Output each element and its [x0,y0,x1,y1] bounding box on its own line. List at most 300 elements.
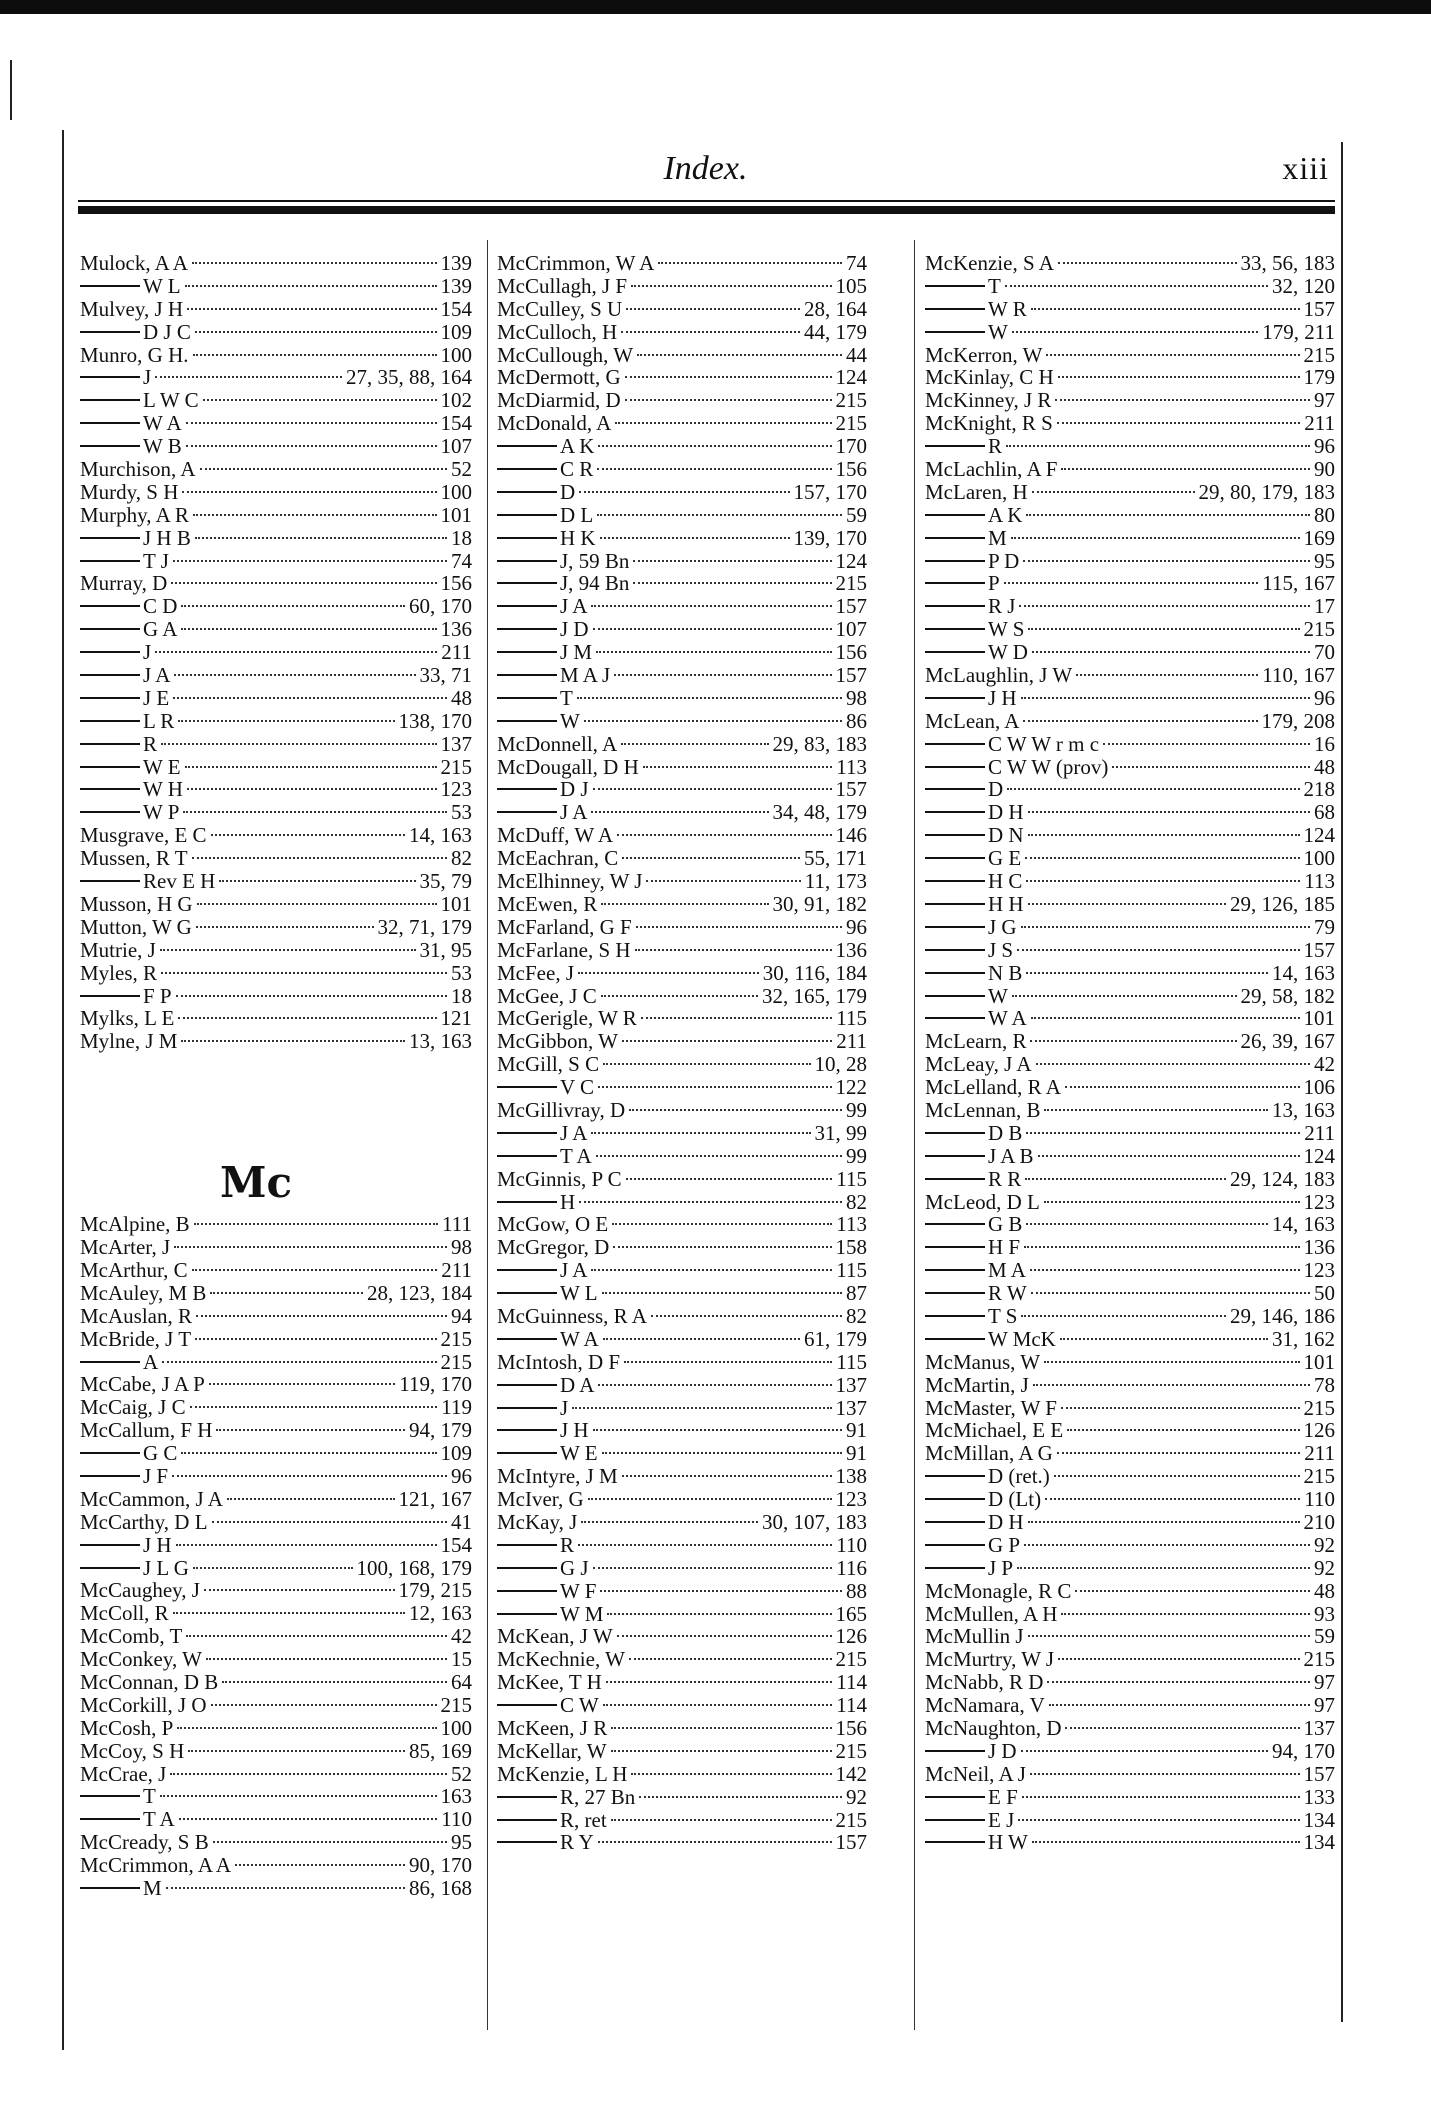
leader-dots [598,1384,831,1386]
index-entry [497,1557,867,1580]
entry-name: McCammon, J A [80,1486,223,1511]
leader-dots [174,674,415,676]
entry-pages: 157 [835,663,867,688]
entry-pages: 17 [1314,594,1335,619]
entry-pages: 215 [835,388,867,413]
entry-pages: 215 [1303,1647,1335,1672]
leader-dots [611,1819,832,1821]
index-entry [80,1625,472,1648]
index-entry [925,893,1335,916]
leader-dots [1007,788,1299,790]
entry-pages: 121 [440,1006,472,1031]
ditto-dash [925,605,985,607]
entry-pages: 12, 163 [409,1601,472,1626]
entry-name: McCullough, W [497,342,634,367]
index-entry [80,595,472,618]
leader-dots [1046,354,1299,356]
entry-name: W R [988,296,1027,321]
entry-pages: 134 [1303,1830,1335,1855]
entry-pages: 78 [1314,1372,1335,1397]
entry-pages: 29, 83, 183 [772,731,867,756]
leader-dots [572,1407,831,1409]
ditto-dash [80,605,140,607]
ditto-dash [925,308,985,310]
entry-name: J D [560,617,589,642]
entry-pages: 156 [835,640,867,665]
entry-pages: 68 [1314,800,1335,825]
leader-dots [1025,857,1299,859]
entry-pages: 124 [1303,1143,1335,1168]
entry-name: McLaren, H [925,479,1028,504]
entry-name: McKay, J [497,1509,578,1534]
index-entry [497,801,867,824]
leader-dots [1058,1658,1299,1660]
entry-name: McCarthy, D L [80,1509,208,1534]
entry-pages: 33, 56, 183 [1240,251,1335,275]
index-entry [497,778,867,801]
index-entry [497,1694,867,1717]
entry-name: McMaster, W F [925,1395,1057,1420]
column-separator [914,240,915,2030]
index-entry [925,1259,1335,1282]
ditto-dash [497,788,557,790]
index-entry [497,1534,867,1557]
entry-pages: 215 [1303,1464,1335,1489]
ditto-dash [80,720,140,722]
index-entry [925,366,1335,389]
entry-pages: 13, 163 [409,1029,472,1054]
entry-pages: 157 [835,594,867,619]
entry-pages: 97 [1314,388,1335,413]
entry-pages: 211 [836,1029,867,1054]
leader-dots [213,1841,447,1843]
ditto-dash [497,445,557,447]
index-entry [80,1534,472,1557]
index-entry [925,1122,1335,1145]
leader-dots [193,354,437,356]
ditto-dash [497,1796,557,1798]
leader-dots [658,262,842,264]
index-entry [80,298,472,321]
index-entry [925,618,1335,641]
entry-pages: 28, 123, 184 [367,1280,472,1305]
index-entry [80,1396,472,1419]
ditto-dash [80,880,140,882]
leader-dots [1031,1292,1310,1294]
index-entry [497,847,867,870]
leader-dots [222,1681,447,1683]
entry-name: D N [988,823,1024,848]
entry-pages: 156 [440,571,472,596]
leader-dots [1021,926,1310,928]
leader-dots [187,788,437,790]
index-entry [497,1580,867,1603]
entry-pages: 123 [1303,1189,1335,1214]
ditto-dash [497,674,557,676]
entry-name: McMullin J [925,1624,1024,1649]
leader-dots [193,1567,353,1569]
entry-name: H F [988,1235,1021,1260]
entry-name: McDiarmid, D [497,388,621,413]
leader-dots [593,1567,833,1569]
entry-name: McCulley, S U [497,296,623,321]
index-entry [925,1374,1335,1397]
entry-pages: 215 [835,1647,867,1672]
entry-pages: 70 [1314,640,1335,665]
leader-dots [194,1223,438,1225]
index-entry [80,847,472,870]
ditto-dash [80,1544,140,1546]
leader-dots [1103,743,1310,745]
index-entry [497,1740,867,1763]
header-rule-thick [78,206,1335,214]
entry-name: R R [988,1166,1022,1191]
ditto-dash [80,651,140,653]
entry-name: E J [988,1807,1015,1832]
entry-name: J A [560,1258,588,1283]
leader-dots [607,1613,831,1615]
entry-pages: 92 [846,1784,867,1809]
index-entry [80,252,472,275]
ditto-dash [925,1819,985,1821]
entry-name: T A [143,1807,175,1832]
index-entry [497,252,867,275]
entry-pages: 100 [440,479,472,504]
leader-dots [1004,582,1259,584]
ditto-dash [80,560,140,562]
ditto-dash [925,628,985,630]
index-entry [80,664,472,687]
entry-name: McArter, J [80,1235,171,1260]
entry-pages: 14, 163 [1272,1212,1335,1237]
entry-name: P [988,571,1000,596]
index-entry [497,1648,867,1671]
ditto-dash [80,1361,140,1363]
ditto-dash [925,880,985,882]
entry-pages: 79 [1314,914,1335,939]
leader-dots [651,1315,842,1317]
leader-dots [1112,766,1310,768]
entry-pages: 109 [440,319,472,344]
entry-name: T [560,685,573,710]
index-entry [925,687,1335,710]
index-entry [497,321,867,344]
index-entry [925,1076,1335,1099]
leader-dots [1032,491,1195,493]
index-entry [925,962,1335,985]
leader-dots [1032,1841,1300,1843]
leader-dots [603,1338,800,1340]
ditto-dash [925,1498,985,1500]
leader-dots [626,1178,833,1180]
index-entry [925,298,1335,321]
index-entry [497,641,867,664]
entry-pages: 98 [846,685,867,710]
ditto-dash [497,628,557,630]
index-entry [925,1603,1335,1626]
entry-name: J S [988,937,1014,962]
entry-name: Munro, G H. [80,342,189,367]
entry-name: McFarland, G F [497,914,632,939]
entry-pages: 28, 164 [804,296,867,321]
leader-dots [160,1795,437,1797]
entry-pages: 95 [451,1830,472,1855]
entry-pages: 154 [440,411,472,436]
leader-dots [1057,422,1301,424]
leader-dots [606,1681,832,1683]
entry-name: W A [143,411,182,436]
index-entry [80,1831,472,1854]
entry-name: W S [988,617,1025,642]
leader-dots [591,605,831,607]
leader-dots [166,1887,405,1889]
leader-dots [161,743,436,745]
index-entry [925,1213,1335,1236]
entry-name: C R [560,457,594,482]
leader-dots [211,834,405,836]
ditto-dash [80,1818,140,1820]
index-entry [497,1213,867,1236]
entry-name: McIver, G [497,1487,584,1512]
index-entry [497,618,867,641]
leader-dots [1026,514,1310,516]
entry-pages: 82 [846,1189,867,1214]
entry-name: D L [560,502,594,527]
entry-pages: 138 [835,1464,867,1489]
ditto-dash [925,697,985,699]
leader-dots [603,1704,833,1706]
entry-pages: 82 [451,846,472,871]
entry-pages: 95 [1314,548,1335,573]
entry-name: W B [143,434,182,459]
leader-dots [178,720,394,722]
entry-name: L W C [143,388,199,413]
index-entry [925,1191,1335,1214]
entry-name: McAuslan, R [80,1303,192,1328]
leader-dots [1067,1429,1299,1431]
leader-dots [1031,308,1300,310]
ditto-dash [80,788,140,790]
entry-pages: 215 [835,1738,867,1763]
index-entry [497,275,867,298]
index-entry [80,1007,472,1030]
index-entry [925,1511,1335,1534]
leader-dots [196,926,374,928]
entry-name: M [143,1876,162,1900]
ditto-dash [925,1155,985,1157]
entry-pages: 169 [1303,525,1335,550]
ditto-dash [80,697,140,699]
index-entry [925,1488,1335,1511]
leader-dots [631,1773,831,1775]
ditto-dash [925,651,985,653]
entry-name: McCaughey, J [80,1578,200,1603]
entry-pages: 124 [835,548,867,573]
entry-pages: 215 [440,1349,472,1374]
entry-name: McKenzie, L H [497,1761,628,1786]
leader-dots [581,1521,758,1523]
entry-pages: 116 [836,1555,867,1580]
entry-name: H C [988,869,1023,894]
ditto-dash [80,1887,140,1889]
index-entry [497,435,867,458]
leader-dots [176,1544,437,1546]
entry-name: McKnight, R S [925,411,1053,436]
entry-name: Mylne, J M [80,1029,178,1054]
index-entry [497,481,867,504]
leader-dots [1045,1498,1300,1500]
leader-dots [1012,331,1258,333]
entry-name: T [988,273,1001,298]
index-entry [925,572,1335,595]
leader-dots [613,1246,831,1248]
index-entry [925,435,1335,458]
index-entry [80,710,472,733]
index-entry [80,756,472,779]
entry-pages: 142 [835,1761,867,1786]
entry-pages: 154 [440,296,472,321]
entry-name: H [560,1189,576,1214]
index-entry [497,1122,867,1145]
entry-name: McMichael, E E [925,1418,1064,1443]
entry-name: Murray, D [80,571,168,596]
entry-pages: 100 [440,1715,472,1740]
index-entry [497,710,867,733]
entry-pages: 93 [1314,1601,1335,1626]
leader-dots [624,1361,832,1363]
entry-pages: 48 [451,685,472,710]
index-entry [80,321,472,344]
leader-dots [162,1361,436,1363]
entry-pages: 215 [1303,1395,1335,1420]
entry-name: T J [143,548,169,573]
entry-pages: 134 [1303,1807,1335,1832]
entry-name: McKinlay, C H [925,365,1054,390]
leader-dots [209,1383,395,1385]
entry-name: J A [560,800,588,825]
entry-name: J H [143,1532,172,1557]
entry-name: R [560,1532,575,1557]
ditto-dash [925,1315,985,1317]
ditto-dash [497,1567,557,1569]
entry-pages: 179, 215 [398,1578,472,1603]
ditto-dash [497,1544,557,1546]
leader-dots [1028,903,1226,905]
entry-pages: 111 [442,1212,472,1237]
leader-dots [192,262,437,264]
entry-pages: 115 [836,1349,867,1374]
index-entry [497,1007,867,1030]
leader-dots [593,788,832,790]
index-entry [497,1328,867,1351]
leader-dots [181,628,436,630]
entry-name: McCoy, S H [80,1738,185,1763]
section-heading: Mc [220,1158,293,1208]
index-entry [497,756,867,779]
entry-name: R, 27 Bn [560,1784,636,1809]
entry-name: Myles, R [80,960,158,985]
index-entry [80,1305,472,1328]
entry-name: McCready, S B [80,1830,209,1855]
leader-dots [173,697,447,699]
index-entry [925,1305,1335,1328]
entry-name: J [560,1395,569,1420]
index-entry [80,1259,472,1282]
entry-name: McFee, J [497,960,574,985]
ditto-dash [497,1841,557,1843]
entry-pages: 215 [835,1807,867,1832]
entry-name: J, 59 Bn [560,548,630,573]
index-entry [925,847,1335,870]
entry-pages: 170 [835,434,867,459]
leader-dots [602,1452,842,1454]
leader-dots [612,1223,832,1225]
entry-pages: 31, 95 [419,937,472,962]
leader-dots [617,1635,832,1637]
index-entry [80,1488,472,1511]
entry-pages: 101 [440,891,472,916]
entry-name: G E [988,846,1022,871]
entry-pages: 139, 170 [793,525,867,550]
index-entry [80,1373,472,1396]
entry-pages: 122 [835,1075,867,1100]
ditto-dash [925,834,985,836]
entry-pages: 96 [1314,434,1335,459]
index-entry [80,1328,472,1351]
entry-name: D [560,479,576,504]
ditto-dash [925,995,985,997]
entry-pages: 41 [451,1509,472,1534]
column-separator [487,240,488,2030]
ditto-dash [80,628,140,630]
index-entry [497,1351,867,1374]
leader-dots [1058,376,1300,378]
ditto-dash [497,468,557,470]
leader-dots [1024,1544,1310,1546]
entry-name: McCorkill, J O [80,1692,207,1717]
index-entry [925,985,1335,1008]
entry-pages: 126 [1303,1418,1335,1443]
entry-pages: 82 [846,1303,867,1328]
leader-dots [161,972,447,974]
entry-pages: 18 [451,983,472,1008]
index-entry [497,1671,867,1694]
entry-name: C W W r m c [988,731,1100,756]
ditto-dash [497,514,557,516]
entry-pages: 110 [836,1532,867,1557]
index-entry [80,412,472,435]
entry-pages: 30, 116, 184 [762,960,867,985]
leader-dots [579,491,789,493]
entry-name: J F [143,1463,169,1488]
leader-dots [1023,720,1257,722]
entry-pages: 139 [440,251,472,275]
index-entry [80,1808,472,1831]
leader-dots [1028,628,1299,630]
entry-name: M A J [560,663,611,688]
entry-name: McCrimmon, W A [497,251,655,275]
entry-pages: 211 [1304,1441,1335,1466]
index-entry [80,1030,472,1053]
entry-name: McLennan, B [925,1097,1041,1122]
entry-pages: 35, 79 [419,869,472,894]
ditto-dash [925,1521,985,1523]
index-entry [925,389,1335,412]
entry-name: Musson, H G [80,891,193,916]
entry-name: J A B [988,1143,1034,1168]
leader-dots [1057,1452,1301,1454]
entry-name: McEachran, C [497,846,619,871]
